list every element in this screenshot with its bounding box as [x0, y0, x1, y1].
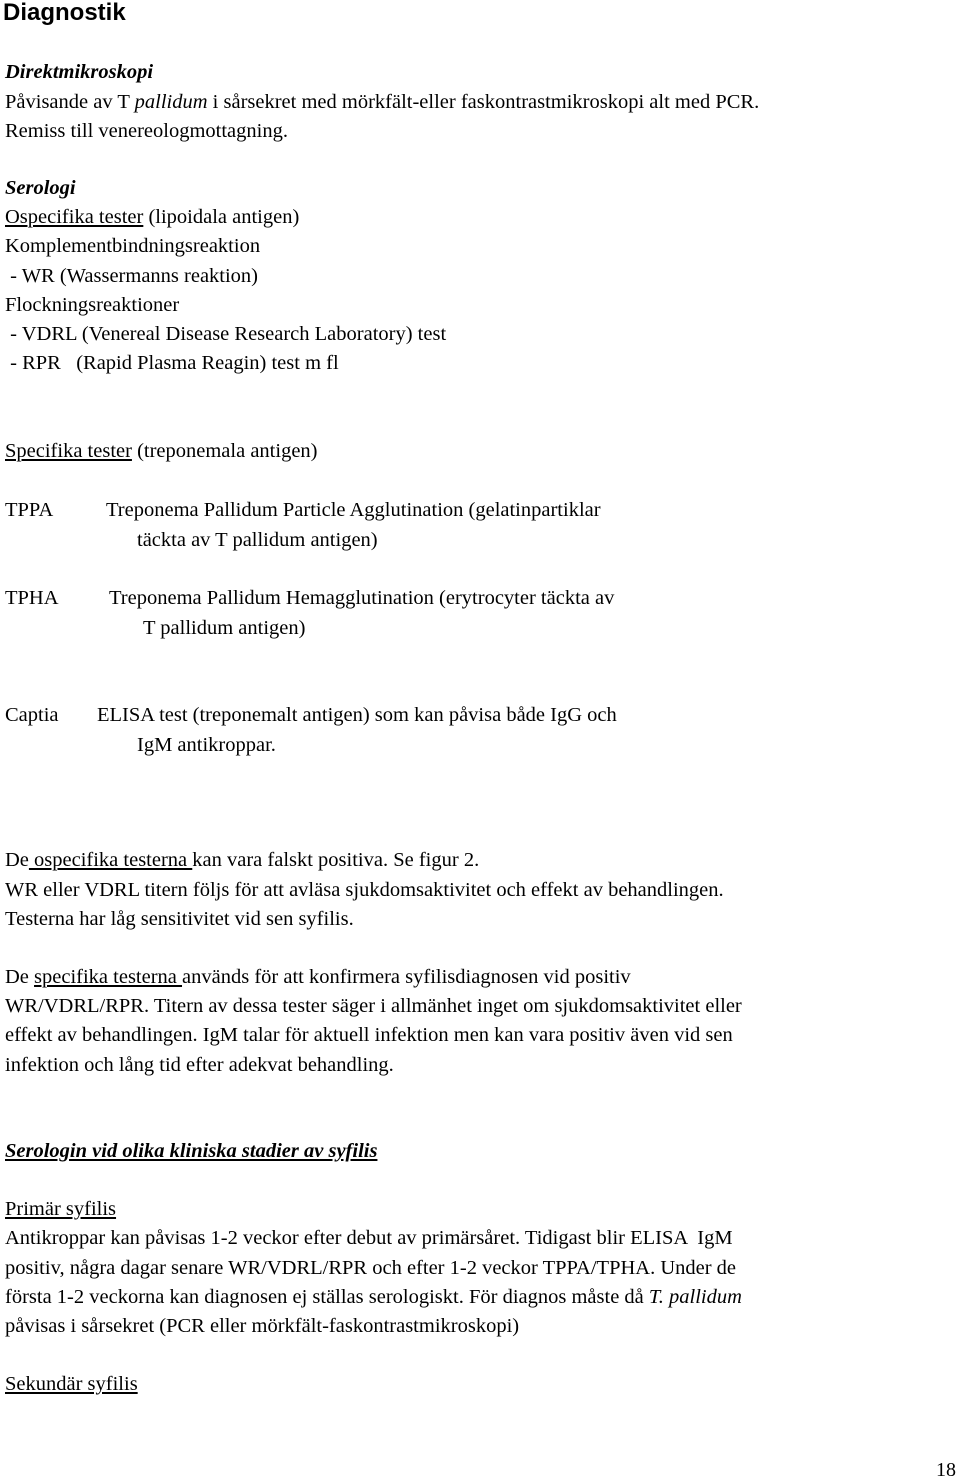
serologi-line: - WR (Wassermanns reaktion)	[5, 265, 259, 287]
serologi-heading: Serologi	[5, 177, 76, 199]
text-span: De	[5, 966, 35, 988]
text-span: används för att konfirmera syfilisdiagnosen vid positiv	[182, 966, 631, 988]
direktmikroskopi-heading: Direktmikroskopi	[5, 61, 154, 83]
text-span: kan vara falskt positiva. Se figur 2.	[192, 849, 480, 871]
primar-line-1: Antikroppar kan påvisas 1-2 veckor efter debut av primärsåret. Tidigast blir ELISA IgM	[5, 1227, 733, 1249]
specifika-testerna-label: specifika testerna	[34, 966, 183, 988]
page-number: 18	[936, 1459, 956, 1481]
captia-line-1: ELISA test (treponemalt antigen) som kan påvisa både IgG och	[97, 704, 617, 726]
tpha-abbr: TPHA	[5, 587, 59, 609]
ospecifika-testerna-label: ospecifika testerna	[28, 849, 193, 871]
captia-abbr: Captia	[5, 704, 59, 726]
ospecifika-para-line-2: WR eller VDRL titern följs för att avläsa sjukdomsaktivitet och effekt av behandlingen.	[5, 879, 724, 901]
primar-line-4: påvisas i sårsekret (PCR eller mörkfält-faskontrastmikroskopi)	[5, 1315, 520, 1337]
italic-span: pallidum	[134, 91, 208, 113]
direktmikroskopi-line-1	[5, 88, 759, 118]
ospecifika-line	[5, 203, 299, 233]
tppa-line-1: Treponema Pallidum Particle Agglutination (gelatinpartiklar	[106, 499, 601, 521]
sekundar-heading: Sekundär syfilis	[5, 1373, 138, 1395]
serologi-line: - VDRL (Venereal Disease Research Laboratory) test	[5, 323, 447, 345]
ospecifika-para-line-3: Testerna har låg sensitivitet vid sen syfilis.	[5, 908, 354, 930]
tppa-line-2: täckta av T pallidum antigen)	[137, 529, 378, 551]
text-span: De	[5, 849, 29, 871]
primar-line-2: positiv, några dagar senare WR/VDRL/RPR och efter 1-2 veckor TPPA/TPHA. Under de	[5, 1257, 737, 1279]
serologi-line: Flockningsreaktioner	[5, 294, 180, 316]
specifika-para-line-1	[5, 963, 631, 993]
primar-line-3	[5, 1283, 742, 1313]
text-span: i sårsekret med mörkfält-eller faskontrastmikroskopi alt med PCR.	[207, 91, 760, 113]
text-span: (treponemala antigen)	[131, 440, 318, 462]
specifika-line	[5, 437, 318, 467]
text-span: Påvisande av T	[5, 91, 135, 113]
serologi-line: - RPR (Rapid Plasma Reagin) test m fl	[5, 352, 339, 374]
text-span: (lipoidala antigen)	[143, 206, 300, 228]
direktmikroskopi-line-2: Remiss till venereologmottagning.	[5, 120, 288, 142]
stadier-heading: Serologin vid olika kliniska stadier av syfilis	[5, 1140, 378, 1162]
captia-line-2: IgM antikroppar.	[137, 734, 276, 756]
text-span: första 1-2 veckorna kan diagnosen ej ställas serologiskt. För diagnos måste då	[5, 1286, 649, 1308]
italic-span: T. pallidum	[648, 1286, 742, 1308]
specifika-label: Specifika tester	[5, 440, 132, 462]
specifika-para-line-2: WR/VDRL/RPR. Titern av dessa tester säger i allmänhet inget om sjukdomsaktivitet eller	[5, 995, 742, 1017]
primar-heading: Primär syfilis	[5, 1198, 117, 1220]
specifika-para-line-3: effekt av behandlingen. IgM talar för aktuell infektion men kan vara positiv även vid sen	[5, 1024, 733, 1046]
tpha-line-1: Treponema Pallidum Hemagglutination (erytrocyter täckta av	[109, 587, 615, 609]
serologi-line: Komplementbindningsreaktion	[5, 235, 261, 257]
tppa-abbr: TPPA	[5, 499, 54, 521]
ospecifika-label: Ospecifika tester	[5, 206, 144, 228]
specifika-para-line-4: infektion och lång tid efter adekvat behandling.	[5, 1054, 394, 1076]
ospecifika-para-line-1	[5, 846, 479, 876]
page-title: Diagnostik	[3, 0, 126, 26]
tpha-line-2: T pallidum antigen)	[143, 617, 306, 639]
